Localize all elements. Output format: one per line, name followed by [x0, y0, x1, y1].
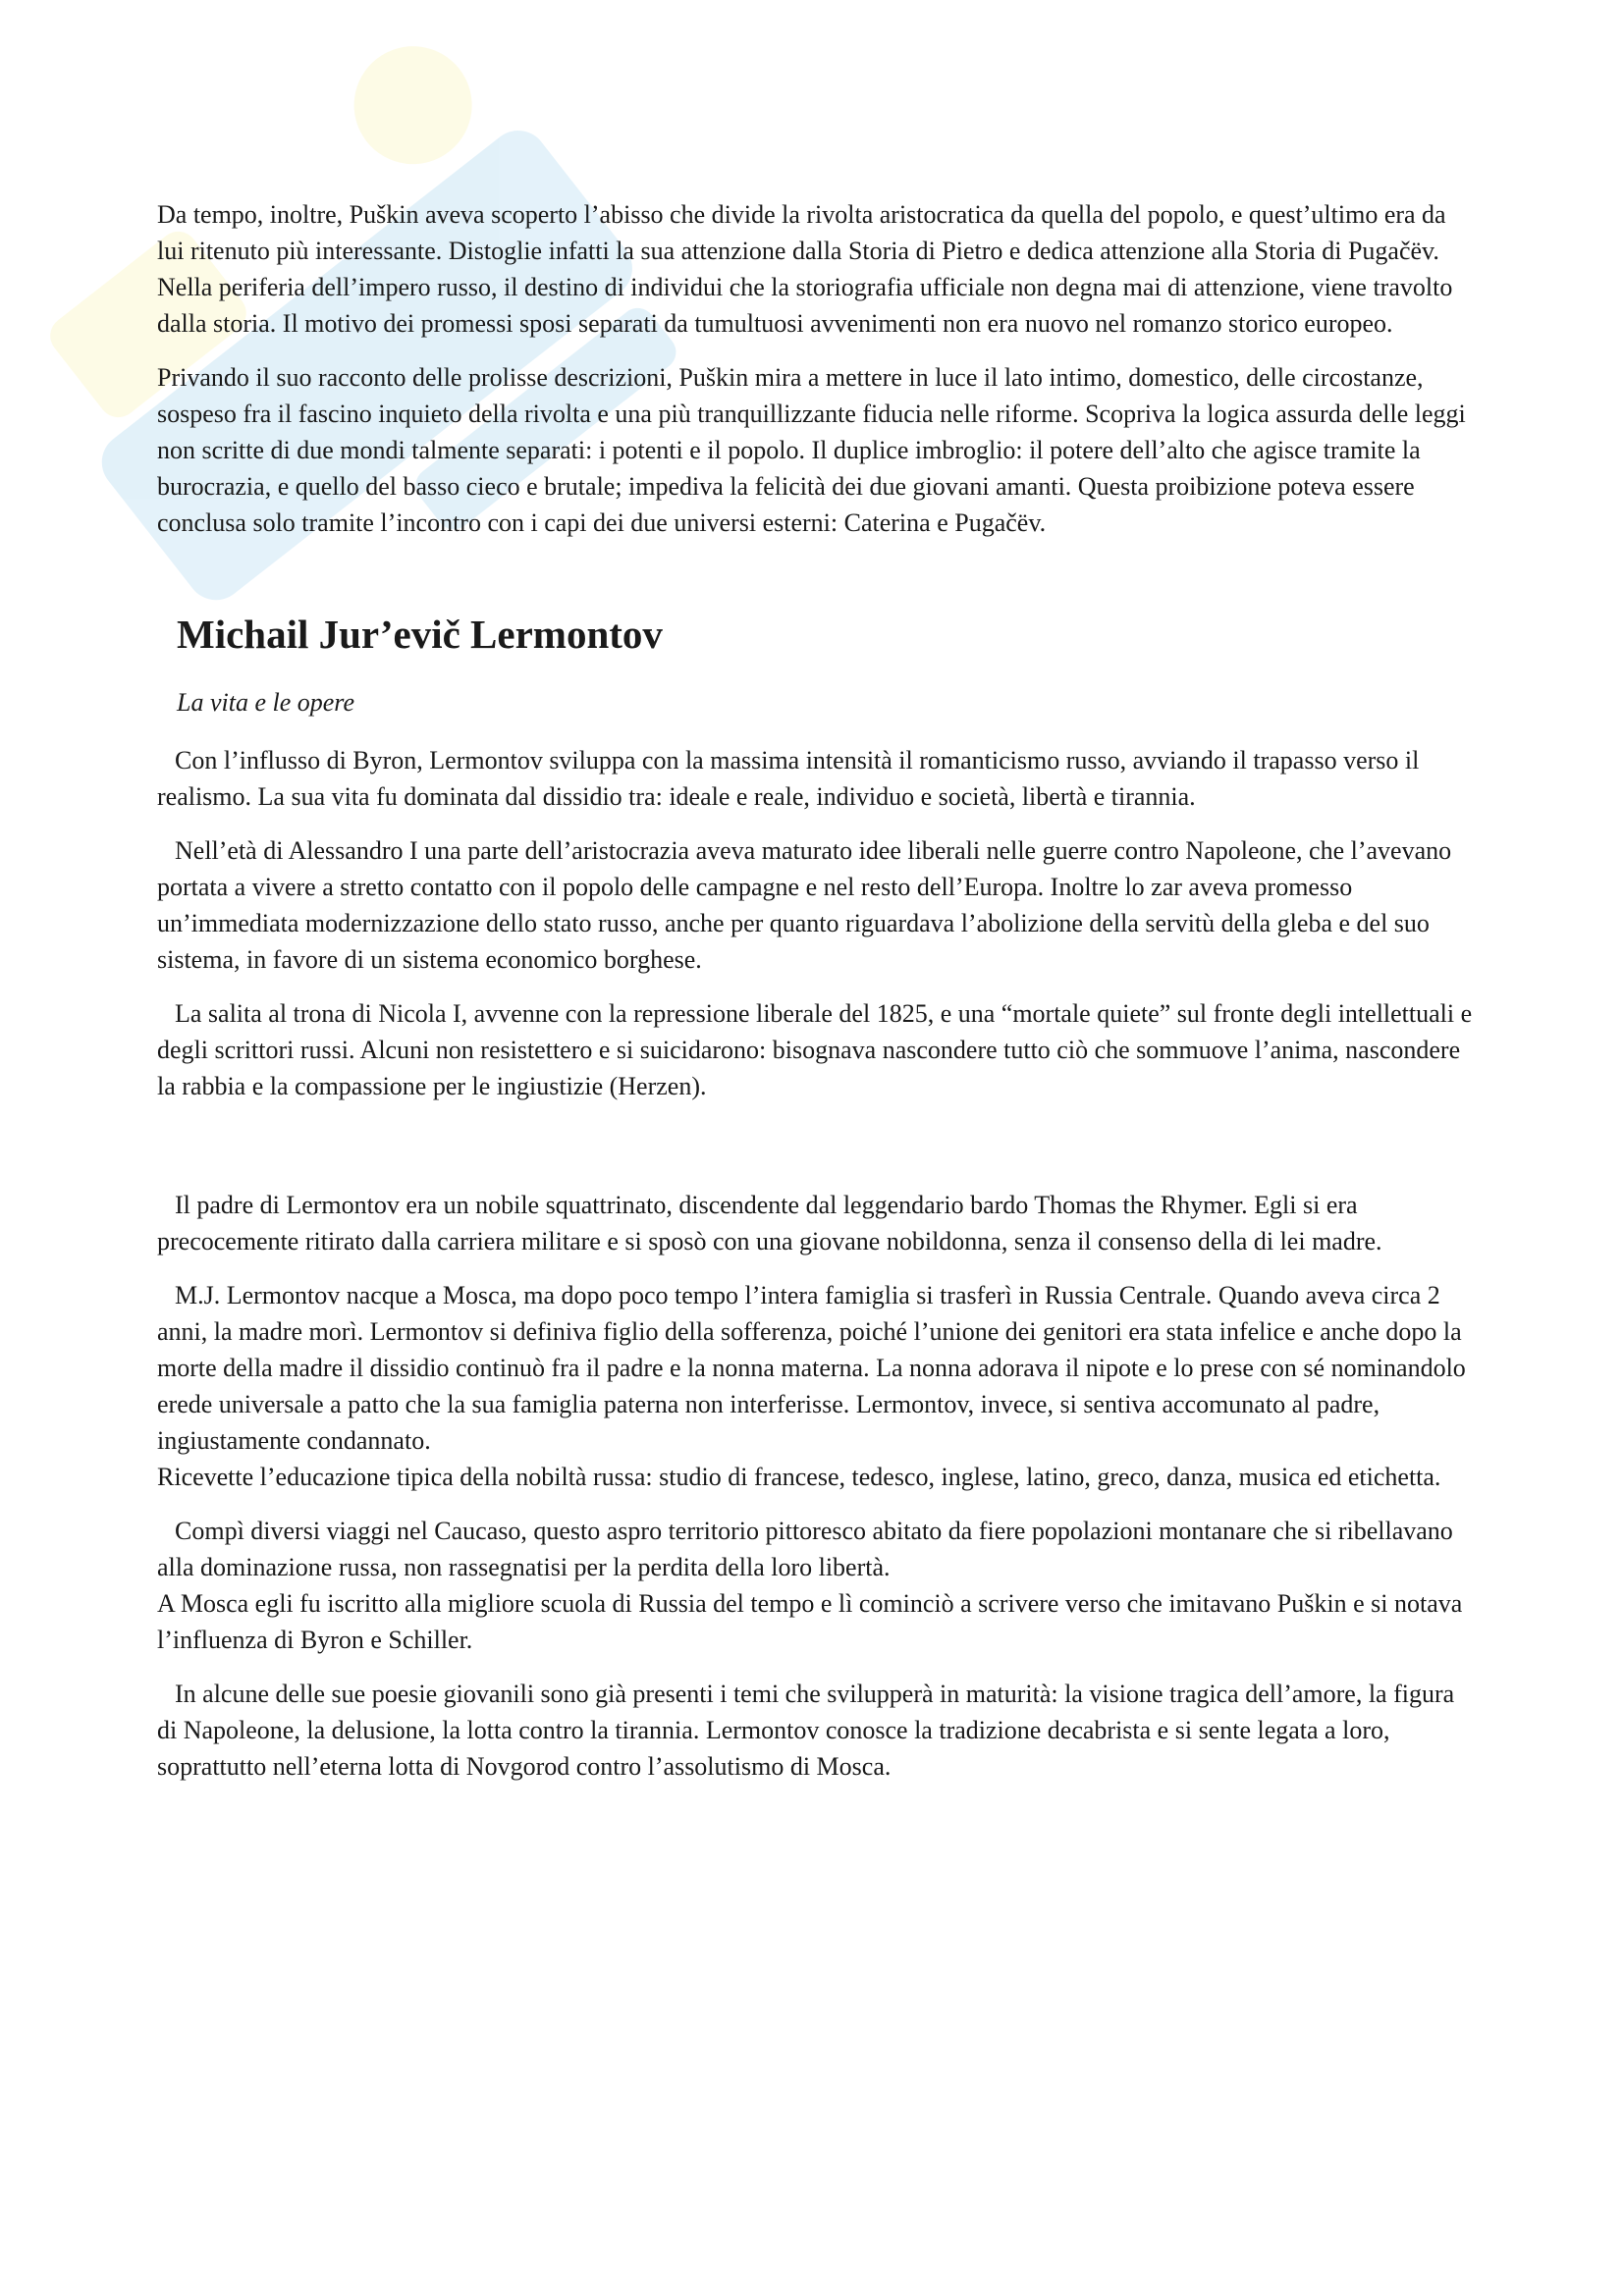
body-paragraph-1: Con l’influsso di Byron, Lermontov sviluppa con la massima intensità il romanticismo russo, avviando il trapasso verso il realismo. La sua vita fu dominata dal dissidio tra: ideale e reale, individuo e società, libertà e tirannia.	[157, 746, 1420, 811]
section-title: Michail Jur’evič Lermontov	[177, 612, 663, 657]
section-spacer	[157, 541, 1473, 610]
body-paragraph-7: In alcune delle sue poesie giovanili sono già presenti i temi che svilupperà in maturità: la visione tragica dell’amore, la figura di Napoleone, la delusione, la lotta contro la tirannia. Lermontov conosce la tradizione decabrista e si sente legata a loro, soprattutto nell’eterna lotta di Novgorod contro l’assolutismo di Mosca.	[157, 1680, 1455, 1781]
body-paragraph-2: Nell’età di Alessandro I una parte dell’aristocrazia aveva maturato idee liberali nelle guerre contro Napoleone, che l’avevano portata a vivere a stretto contatto con il popolo delle campagne e nel resto dell’Europa. Inoltre lo zar aveva promesso un’immediata modernizzazione dello stato russo, anche per quanto riguardava l’abolizione della servitù della gleba e del suo sistema, in favore di un sistema economico borghese.	[157, 836, 1452, 974]
body-paragraph-5: M.J. Lermontov nacque a Mosca, ma dopo poco tempo l’intera famiglia si trasferì in Russia Centrale. Quando aveva circa 2 anni, la madre morì. Lermontov si definiva figlio della sofferenza, poiché l’unione dei genitori era stata infelice e anche dopo la morte della madre il dissidio continuò fra il padre e la nonna materna. La nonna adorava il nipote e lo prese con sé nominandolo erede universale a patto che la sua famiglia paterna non interferisse. Lermontov, invece, si sentiva accomunato al padre, ingiustamente condannato.	[157, 1281, 1466, 1455]
body-paragraph-4: Il padre di Lermontov era un nobile squattrinato, discendente dal leggendario bardo Thomas the Rhymer. Egli si era precocemente ritirato dalla carriera militare e si sposò con una giovane nobildonna, senza il consenso della di lei madre.	[157, 1191, 1382, 1255]
section-subtitle: La vita e le opere	[177, 688, 354, 717]
intro-paragraph-1: Da tempo, inoltre, Puškin aveva scoperto l’abisso che divide la rivolta aristocratica da quella del popolo, e quest’ultimo era da lui ritenuto più interessante. Distoglie infatti la sua attenzione dalla Storia di Pietro e dedica attenzione alla Storia di Pugačëv. Nella periferia dell’impero russo, il destino di individui che la storiografia ufficiale non degna mai di attenzione, viene travolto dalla storia. Il motivo dei promessi sposi separati da tumultuosi avvenimenti non era nuovo nel romanzo storico europeo.	[157, 200, 1453, 338]
body-paragraph-6: Compì diversi viaggi nel Caucaso, questo aspro territorio pittoresco abitato da fiere popolazioni montanare che si ribellavano alla dominazione russa, non rassegnatisi per la perdita della loro libertà.	[157, 1517, 1453, 1581]
body-paragraph-5b: Ricevette l’educazione tipica della nobiltà russa: studio di francese, tedesco, inglese, latino, greco, danza, musica ed etichetta.	[157, 1463, 1441, 1491]
body-paragraph-3: La salita al trona di Nicola I, avvenne con la repressione liberale del 1825, e una “mortale quiete” sul fronte degli intellettuali e degli scrittori russi. Alcuni non resistettero e si suicidarono: bisognava nascondere tutto ciò che sommuove l’anima, nascondere la rabbia e la compassione per le ingiustizie (Herzen).	[157, 999, 1473, 1100]
body-paragraph-6b: A Mosca egli fu iscritto alla migliore scuola di Russia del tempo e lì cominciò a scrivere verso che imitavano Puškin e si notava l’influenza di Byron e Schiller.	[157, 1589, 1463, 1654]
document-page	[157, 196, 1473, 1785]
intro-paragraph-2: Privando il suo racconto delle prolisse descrizioni, Puškin mira a mettere in luce il lato intimo, domestico, delle circostanze, sospeso fra il fascino inquieto della rivolta e una più tranquillizzante fiducia nelle riforme. Scopriva la logica assurda delle leggi non scritte di due mondi talmente separati: i potenti e il popolo. Il duplice imbroglio: il potere dell’alto che agisce tramite la burocrazia, e quello del basso cieco e brutale; impediva la felicità dei due giovani amanti. Questa proibizione poteva essere conclusa solo tramite l’incontro con i capi dei due universi esterni: Caterina e Pugačëv.	[157, 363, 1466, 537]
